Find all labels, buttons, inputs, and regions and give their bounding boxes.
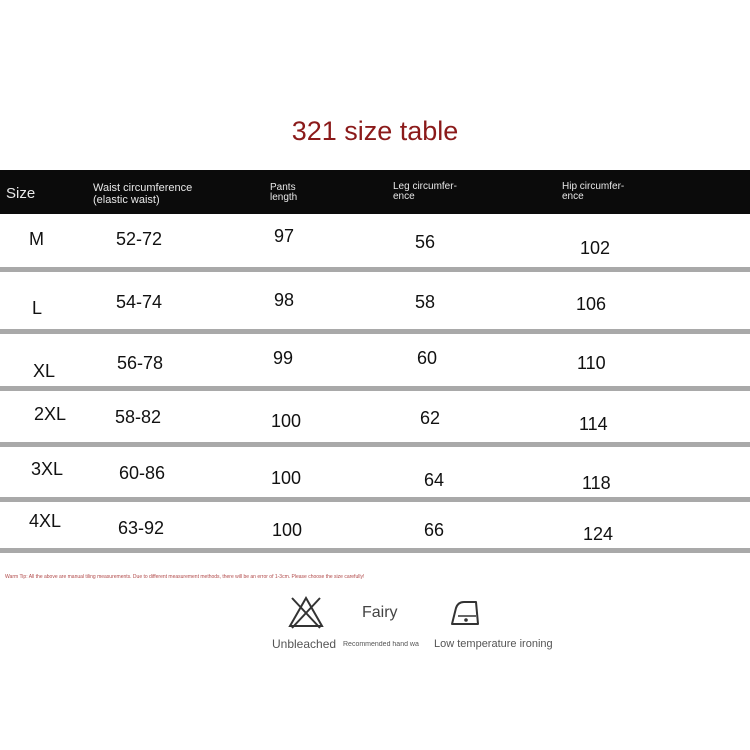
header-pants-line2: length bbox=[270, 192, 298, 203]
row-divider bbox=[0, 386, 750, 391]
header-waist-line2: (elastic waist) bbox=[93, 194, 160, 206]
row-divider bbox=[0, 548, 750, 553]
row-3xl-hip: 118 bbox=[582, 473, 611, 493]
row-2xl-waist: 58-82 bbox=[115, 407, 162, 427]
row-xl-pants: 99 bbox=[273, 348, 294, 368]
row-m-pants: 97 bbox=[274, 226, 295, 246]
row-3xl-pants: 100 bbox=[271, 468, 302, 488]
row-divider bbox=[0, 329, 750, 334]
header-pants-line1: Pants bbox=[270, 182, 296, 193]
header-hip-line1: Hip circumfer- bbox=[562, 181, 625, 192]
row-l-pants: 98 bbox=[274, 290, 295, 310]
iron-icon bbox=[448, 596, 484, 628]
header-leg-line1: Leg circumfer- bbox=[393, 181, 457, 192]
row-divider bbox=[0, 267, 750, 272]
header-leg bbox=[393, 182, 457, 202]
header-hip bbox=[562, 182, 624, 202]
hand-wash-label: Recommended hand wa bbox=[343, 641, 419, 648]
row-4xl-pants: 100 bbox=[272, 520, 303, 540]
header-hip-line2: ence bbox=[562, 191, 584, 202]
row-m-hip: 102 bbox=[580, 238, 611, 258]
warm-tip: Warm Tip: All the above are manual tiling measurements. Due to different measurement methods, there will be an error of 1-3cm. Please choose the size carefully! bbox=[5, 574, 365, 580]
row-m-size: M bbox=[29, 229, 44, 249]
row-l-size: L bbox=[32, 298, 43, 318]
row-xl-size: XL bbox=[33, 361, 56, 381]
ironing-label: Low temperature ironing bbox=[434, 638, 553, 650]
row-2xl-hip: 114 bbox=[579, 414, 608, 434]
row-2xl-leg: 62 bbox=[420, 408, 441, 428]
row-divider bbox=[0, 497, 750, 502]
row-4xl-leg: 66 bbox=[424, 520, 445, 540]
no-bleach-icon bbox=[286, 594, 326, 630]
row-m-waist: 52-72 bbox=[116, 229, 163, 249]
row-xl-waist: 56-78 bbox=[117, 353, 164, 373]
row-2xl-pants: 100 bbox=[271, 411, 302, 431]
header-size: Size bbox=[6, 185, 36, 202]
row-divider bbox=[0, 442, 750, 447]
row-m-leg: 56 bbox=[415, 232, 436, 252]
table-header bbox=[0, 170, 750, 214]
row-xl-leg: 60 bbox=[417, 348, 438, 368]
header-leg-line2: ence bbox=[393, 191, 415, 202]
header-waist-line1: Waist circumference bbox=[93, 182, 193, 194]
row-l-hip: 106 bbox=[576, 294, 607, 314]
row-4xl-size: 4XL bbox=[29, 511, 62, 531]
row-4xl-waist: 63-92 bbox=[118, 518, 165, 538]
header-waist bbox=[93, 182, 192, 206]
header-pants bbox=[270, 183, 297, 203]
page-title: 321 size table bbox=[291, 116, 459, 146]
row-4xl-hip: 124 bbox=[583, 524, 614, 544]
row-l-leg: 58 bbox=[415, 292, 436, 312]
unbleached-label: Unbleached bbox=[272, 637, 337, 651]
row-3xl-leg: 64 bbox=[424, 470, 445, 490]
row-3xl-size: 3XL bbox=[31, 459, 64, 479]
row-xl-hip: 110 bbox=[577, 353, 606, 373]
row-3xl-waist: 60-86 bbox=[119, 463, 166, 483]
fairy-text: Fairy bbox=[362, 604, 398, 621]
row-l-waist: 54-74 bbox=[116, 292, 163, 312]
row-2xl-size: 2XL bbox=[34, 404, 67, 424]
